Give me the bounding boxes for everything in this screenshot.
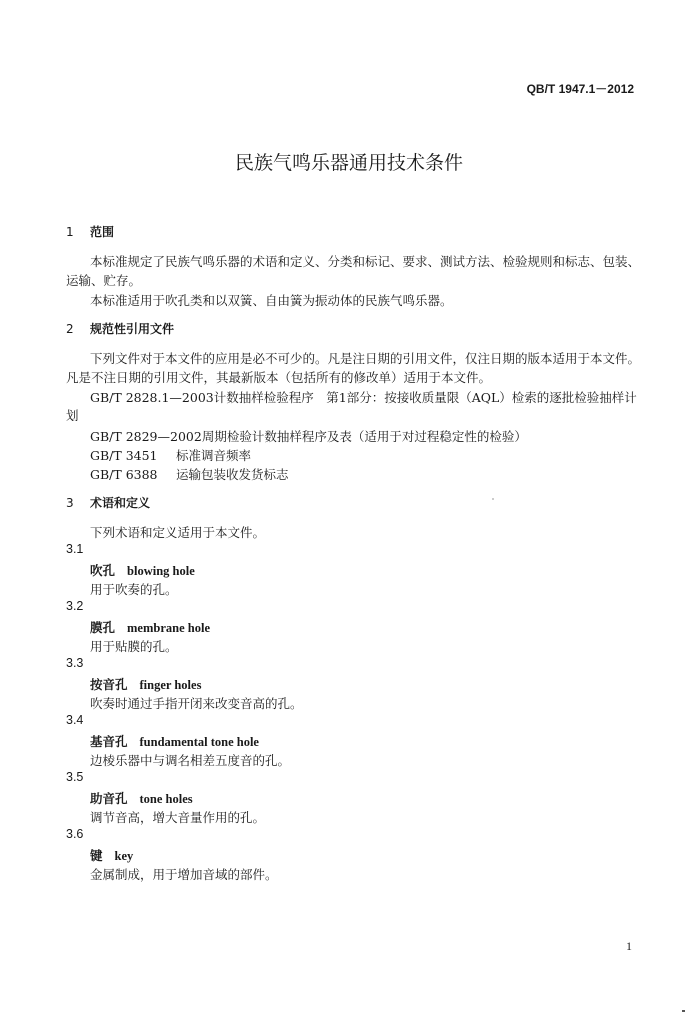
term-heading <box>90 618 210 636</box>
section-2-title: 规范性引用文件 <box>90 322 175 336</box>
term-number: 3.3 <box>66 656 84 670</box>
section-2-para-line-2: 凡是不注日期的引用文件，其最新版本（包括所有的修改单）适用于本文件。 <box>66 370 492 385</box>
page-title: 民族气鸣乐器通用技术条件 <box>234 152 463 174</box>
reference-item <box>90 427 527 445</box>
section-1-number: 1 <box>66 225 74 239</box>
standard-code: QB/T 1947.1－2012 <box>526 82 634 96</box>
term-number: 3.2 <box>66 599 84 613</box>
term-zh: 助音孔 <box>90 791 128 806</box>
term-en: key <box>114 849 134 863</box>
term-en: membrane hole <box>127 621 210 635</box>
section-2-number: 2 <box>66 322 74 336</box>
term-zh: 吹孔 <box>90 563 116 578</box>
reference-title: 计数抽样检验程序 第1部分：按接收质量限（AQL）检索的逐批检验抽样计 <box>213 390 637 405</box>
term-zh: 键 <box>90 848 103 863</box>
term-definition: 用于贴膜的孔。 <box>90 639 178 654</box>
term-number: 3.6 <box>66 827 84 841</box>
section-1-para-1-line-1: 本标准规定了民族气鸣乐器的术语和定义、分类和标记、要求、测试方法、检验规则和标志、包装、 <box>90 254 641 269</box>
reference-title: 运输包装收发货标志 <box>176 467 289 482</box>
reference-title: 标准调音频率 <box>176 448 252 463</box>
section-1-para-1-line-2: 运输、贮存。 <box>66 273 142 288</box>
term-definition: 调节音高，增大音量作用的孔。 <box>90 810 266 825</box>
term-en: fundamental tone hole <box>139 735 259 749</box>
term-definition: 吹奏时通过手指开闭来改变音高的孔。 <box>90 696 303 711</box>
scan-speck <box>492 498 494 500</box>
reference-item <box>90 388 637 406</box>
reference-code: GB/T 2828.1—2003 <box>90 390 214 405</box>
section-2-heading <box>66 320 174 337</box>
reference-item <box>90 446 251 464</box>
reference-code: GB/T 3451 <box>90 448 158 463</box>
term-en: blowing hole <box>127 564 195 578</box>
section-3-number: 3 <box>66 496 74 510</box>
section-1-para-2: 本标准适用于吹孔类和以双簧、自由簧为振动体的民族气鸣乐器。 <box>90 293 453 308</box>
term-heading <box>90 561 195 579</box>
term-definition: 金属制成，用于增加音域的部件。 <box>90 867 278 882</box>
term-en: tone holes <box>139 792 193 806</box>
section-1-title: 范围 <box>90 225 115 239</box>
term-zh: 膜孔 <box>90 620 116 635</box>
reference-title-continued: 划 <box>66 408 79 423</box>
term-en: finger holes <box>139 678 202 692</box>
reference-code: GB/T 2829—2002 <box>90 429 202 444</box>
term-definition: 用于吹奏的孔。 <box>90 582 178 597</box>
section-2-para-line-1: 下列文件对于本文件的应用是必不可少的。凡是注日期的引用文件，仅注日期的版本适用于本文件。 <box>90 351 641 366</box>
scan-speck <box>682 1010 685 1012</box>
term-number: 3.5 <box>66 770 84 784</box>
reference-title: 周期检验计数抽样程序及表（适用于对过程稳定性的检验） <box>201 429 527 444</box>
page-number: 1 <box>626 939 632 953</box>
section-3-title: 术语和定义 <box>90 496 151 510</box>
term-number: 3.1 <box>66 542 84 556</box>
reference-code: GB/T 6388 <box>90 467 158 482</box>
term-heading <box>90 846 133 864</box>
section-1-heading <box>66 223 114 240</box>
term-definition: 边棱乐器中与调名相差五度音的孔。 <box>90 753 291 768</box>
reference-item <box>90 465 289 483</box>
term-heading <box>90 732 259 750</box>
term-zh: 基音孔 <box>90 734 128 749</box>
term-zh: 按音孔 <box>90 677 128 692</box>
term-heading <box>90 789 193 807</box>
section-3-heading <box>66 494 150 511</box>
term-heading <box>90 675 201 693</box>
term-number: 3.4 <box>66 713 84 727</box>
section-3-intro: 下列术语和定义适用于本文件。 <box>90 525 266 540</box>
